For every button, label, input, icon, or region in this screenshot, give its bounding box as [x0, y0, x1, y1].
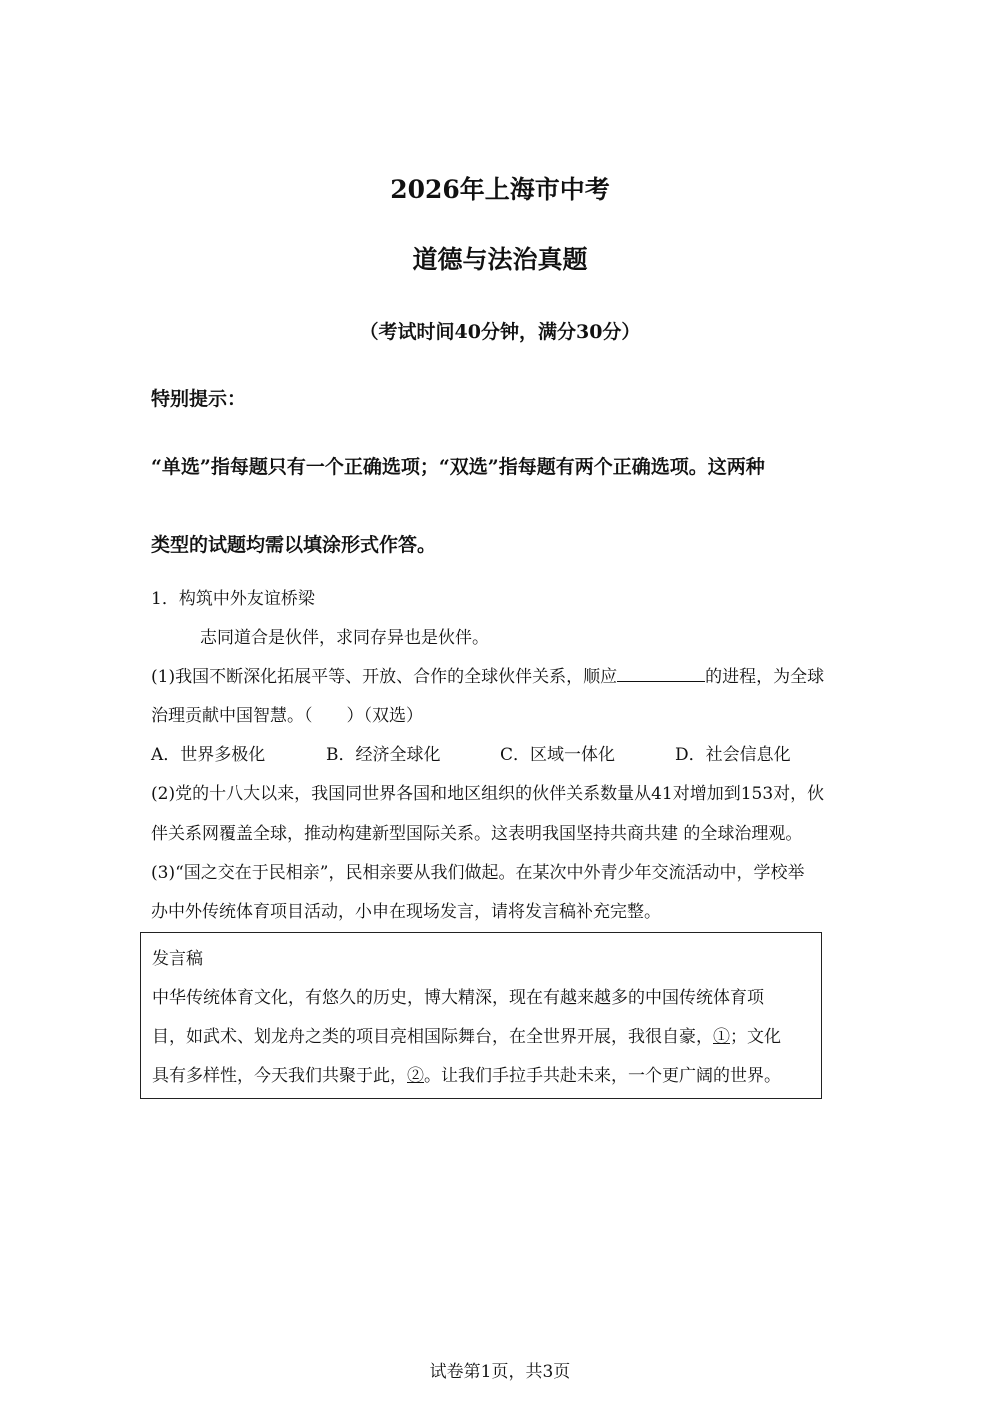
speech-label: 发言稿 — [152, 949, 203, 969]
answer-blank — [617, 665, 705, 682]
part-3-line-2: 办中外传统体育项目活动，小申在现场发言，请将发言稿补充完整。 — [151, 902, 661, 922]
part-1-text-before: (1)我国不断深化拓展平等、开放、合作的全球伙伴关系，顺应 — [151, 667, 618, 687]
speech-line-2 — [152, 1022, 781, 1047]
speech-line-3 — [152, 1061, 781, 1086]
speech-line-3-before: 具有多样性，今天我们共聚于此， — [152, 1066, 407, 1086]
exam-info: （考试时间40分钟，满分30分） — [359, 321, 641, 343]
speech-line-2-before: 目，如武术、划龙舟之类的项目亮相国际舞台，在全世界开展，我很自豪， — [152, 1027, 713, 1047]
option-b: B．经济全球化 — [326, 745, 441, 765]
notice-line-1: “单选”指每题只有一个正确选项；“双选”指每题有两个正确选项。这两种 — [151, 456, 765, 478]
option-c: C．区域一体化 — [500, 745, 616, 765]
speech-line-3-after: 。让我们手拉手共赴未来，一个更广阔的世界。 — [424, 1066, 781, 1086]
part-3-line-1: (3)“国之交在于民相亲”，民相亲要从我们做起。在某次中外青少年交流活动中，学校举 — [151, 863, 805, 883]
exam-title: 2026年上海市中考 — [390, 175, 610, 204]
part-2-line-1: (2)党的十八大以来，我国同世界各国和地区组织的伙伴关系数量从41对增加到153对，伙 — [151, 784, 825, 804]
question-1-title: 1．构筑中外友谊桥梁 — [151, 589, 315, 609]
notice-line-2: 类型的试题均需以填涂形式作答。 — [151, 534, 437, 556]
part-1-text-after: 的进程，为全球 — [705, 667, 825, 687]
speech-line-2-after: ；文化 — [730, 1027, 781, 1047]
exam-subject: 道德与法治真题 — [412, 245, 588, 274]
speech-box — [140, 932, 822, 1099]
page-footer: 试卷第1页，共3页 — [429, 1362, 571, 1382]
part-2-line-2: 伴关系网覆盖全球，推动构建新型国际关系。这表明我国坚持共商共建 的全球治理观。 — [151, 824, 803, 844]
question-1-intro: 志同道合是伙伴，求同存异也是伙伴。 — [200, 628, 489, 648]
option-d: D．社会信息化 — [675, 745, 791, 765]
option-a: A．世界多极化 — [151, 745, 266, 765]
speech-blank-2: ② — [407, 1066, 424, 1086]
speech-line-1: 中华传统体育文化，有悠久的历史，博大精深，现在有越来越多的中国传统体育项 — [152, 988, 764, 1008]
part-1-line-2: 治理贡献中国智慧。（ ）（双选） — [151, 706, 423, 726]
part-1-line-1 — [151, 662, 824, 687]
notice-heading: 特别提示： — [151, 388, 247, 410]
speech-blank-1: ① — [713, 1027, 730, 1047]
